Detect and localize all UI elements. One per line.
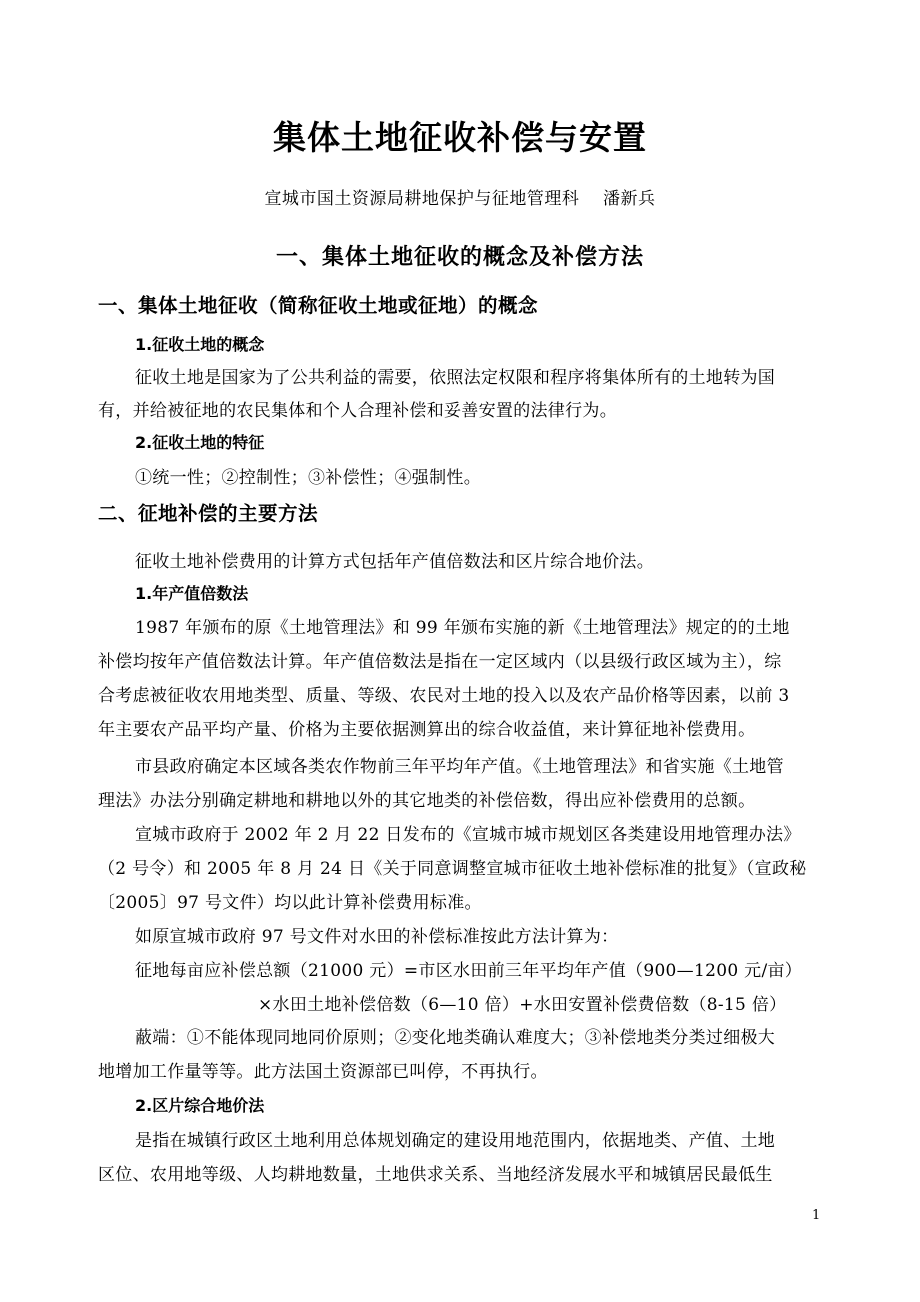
- paragraph-line: 有，并给被征地的农民集体和个人合理补偿和妥善安置的法律行为。: [98, 401, 617, 421]
- paragraph-line: 〔2005〕97 号文件）均以此计算补偿费用标准。: [98, 893, 482, 913]
- paragraph-line: 蔽端：①不能体现同地同价原则；②变化地类确认难度大；③补偿地类分类过细极大: [135, 1028, 776, 1048]
- paragraph-line: 市县政府确定本区域各类农作物前三年平均年产值。《土地管理法》和省实施《土地管: [135, 757, 784, 777]
- author-line: 宣城市国土资源局耕地保护与征地管理科 潘新兵: [264, 189, 656, 209]
- section2-sub1-heading: 1.年产值倍数法: [135, 584, 249, 603]
- paragraph-line: 征收土地补偿费用的计算方式包括年产值倍数法和区片综合地价法。: [135, 552, 654, 572]
- formula-line: 征地每亩应补偿总额（21000 元）=市区水田前三年平均年产值（900—1200 元/亩）: [135, 961, 803, 981]
- paragraph-line: ①统一性；②控制性；③补偿性；④强制性。: [135, 468, 481, 488]
- paragraph-line: 合考虑被征收农用地类型、质量、等级、农民对土地的投入以及农产品价格等因素，以前 3: [98, 686, 790, 706]
- section2-heading: 二、征地补偿的主要方法: [98, 502, 319, 525]
- part-title: 一、集体土地征收的概念及补偿方法: [275, 245, 644, 270]
- page-number: 1: [812, 1208, 821, 1223]
- paragraph-line: 是指在城镇行政区土地利用总体规划确定的建设用地范围内，依据地类、产值、土地: [135, 1131, 776, 1151]
- formula-line: ×水田土地补偿倍数（6—10 倍）+水田安置补偿费倍数（8-15 倍）: [258, 995, 787, 1015]
- document-title: 集体土地征收补偿与安置: [273, 118, 647, 157]
- paragraph-line: 补偿均按年产值倍数法计算。年产值倍数法是指在一定区域内（以县级行政区域为主），综: [98, 652, 782, 672]
- paragraph-line: 宣城市政府于 2002 年 2 月 22 日发布的《宣城市城市规划区各类建设用地管理办法》: [135, 825, 801, 845]
- paragraph-line: 区位、农用地等级、人均耕地数量，土地供求关系、当地经济发展水平和城镇居民最低生: [98, 1165, 773, 1185]
- section1-sub2-heading: 2.征收土地的特征: [135, 433, 265, 452]
- paragraph-line: 征收土地是国家为了公共利益的需要，依照法定权限和程序将集体所有的土地转为国: [135, 368, 776, 388]
- paragraph-line: 地增加工作量等等。此方法国土资源部已叫停，不再执行。: [98, 1062, 548, 1082]
- paragraph-line: 年主要农产品平均产量、价格为主要依据测算出的综合收益值，来计算征地补偿费用。: [98, 720, 756, 740]
- section1-heading: 一、集体土地征收（简称征收土地或征地）的概念: [98, 294, 539, 317]
- paragraph-line: （2 号令）和 2005 年 8 月 24 日《关于同意调整宣城市征收土地补偿标准的批复》（宣政秘: [98, 859, 807, 879]
- paragraph-line: 理法》办法分别确定耕地和耕地以外的其它地类的补偿倍数，得出应补偿费用的总额。: [98, 791, 756, 811]
- paragraph-line: 1987 年颁布的原《土地管理法》和 99 年颁布实施的新《土地管理法》规定的的土地: [135, 618, 790, 638]
- section1-sub1-heading: 1.征收土地的概念: [135, 335, 265, 354]
- section2-sub2-heading: 2.区片综合地价法: [135, 1096, 265, 1115]
- paragraph-line: 如原宣城市政府 97 号文件对水田的补偿标准按此方法计算为：: [135, 927, 619, 947]
